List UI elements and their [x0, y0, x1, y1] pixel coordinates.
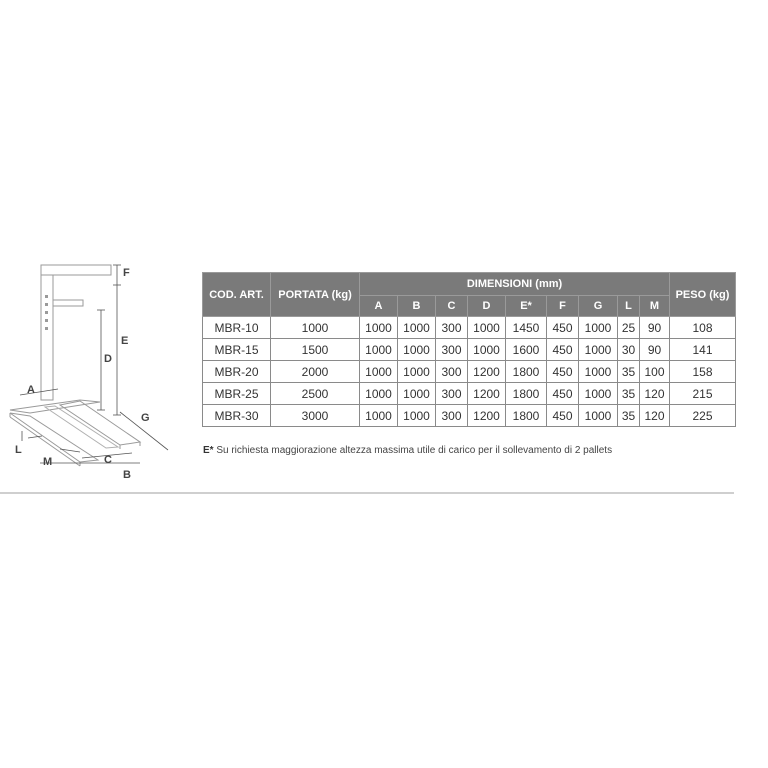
- cell-dim-e: 1800: [506, 405, 547, 427]
- section-divider: [0, 492, 734, 494]
- cell-dim-d: 1200: [468, 383, 506, 405]
- cell-dim-d: 1000: [468, 339, 506, 361]
- label-B: B: [123, 469, 131, 481]
- cell-dim-m: 90: [640, 339, 670, 361]
- cell-portata: 1500: [271, 339, 360, 361]
- table-row: [203, 405, 736, 427]
- cell-cod-art: MBR-20: [203, 361, 271, 383]
- cell-dim-c: 300: [436, 317, 468, 339]
- cell-dim-m: 120: [640, 383, 670, 405]
- cell-dim-b: 1000: [398, 339, 436, 361]
- header-dim-a: A: [360, 296, 398, 317]
- cell-dim-c: 300: [436, 405, 468, 427]
- header-dim-g: G: [579, 296, 618, 317]
- label-C: C: [104, 454, 112, 466]
- cell-dim-l: 35: [618, 361, 640, 383]
- cell-portata: 2000: [271, 361, 360, 383]
- header-dim-m: M: [640, 296, 670, 317]
- label-D: D: [104, 353, 112, 365]
- cell-dim-f: 450: [547, 339, 579, 361]
- fork-dimension-diagram: [0, 255, 200, 490]
- cell-dim-a: 1000: [360, 383, 398, 405]
- cell-cod-art: MBR-10: [203, 317, 271, 339]
- cell-dim-d: 1200: [468, 361, 506, 383]
- cell-dim-a: 1000: [360, 405, 398, 427]
- cell-dim-g: 1000: [579, 383, 618, 405]
- cell-dim-a: 1000: [360, 339, 398, 361]
- cell-dim-c: 300: [436, 383, 468, 405]
- left-fork-tine: [10, 413, 98, 462]
- header-portata: PORTATA (kg): [271, 273, 360, 317]
- vertical-mast: [41, 275, 53, 400]
- label-M: M: [43, 456, 53, 468]
- cell-dim-g: 1000: [579, 339, 618, 361]
- header-dim-d: D: [468, 296, 506, 317]
- cell-peso: 158: [670, 361, 736, 383]
- cell-dim-e: 1450: [506, 317, 547, 339]
- cell-dim-m: 90: [640, 317, 670, 339]
- table-row: [203, 383, 736, 405]
- header-cod-art: COD. ART.: [203, 273, 271, 317]
- right-fork-tine: [60, 401, 140, 445]
- label-G: G: [141, 412, 150, 424]
- cell-dim-a: 1000: [360, 361, 398, 383]
- cell-dim-c: 300: [436, 361, 468, 383]
- cell-dim-f: 450: [547, 405, 579, 427]
- header-dim-c: C: [436, 296, 468, 317]
- cell-dim-l: 30: [618, 339, 640, 361]
- cell-dim-e: 1800: [506, 383, 547, 405]
- cell-dim-b: 1000: [398, 317, 436, 339]
- cell-portata: 1000: [271, 317, 360, 339]
- cell-dim-m: 100: [640, 361, 670, 383]
- header-dim-b: B: [398, 296, 436, 317]
- cell-portata: 3000: [271, 405, 360, 427]
- cell-peso: 141: [670, 339, 736, 361]
- cell-dim-c: 300: [436, 339, 468, 361]
- specifications-table: [202, 272, 736, 427]
- cell-dim-b: 1000: [398, 383, 436, 405]
- cell-dim-m: 120: [640, 405, 670, 427]
- cell-dim-l: 25: [618, 317, 640, 339]
- cell-dim-g: 1000: [579, 361, 618, 383]
- table-row: [203, 339, 736, 361]
- cell-cod-art: MBR-30: [203, 405, 271, 427]
- cell-portata: 2500: [271, 383, 360, 405]
- header-dimensioni: DIMENSIONI (mm): [360, 273, 670, 296]
- cell-dim-e: 1800: [506, 361, 547, 383]
- cell-cod-art: MBR-25: [203, 383, 271, 405]
- footnote-mark: E*: [203, 445, 214, 456]
- table-row: [203, 361, 736, 383]
- footnote: [203, 445, 612, 456]
- cell-dim-f: 450: [547, 361, 579, 383]
- cell-dim-f: 450: [547, 383, 579, 405]
- cell-dim-e: 1600: [506, 339, 547, 361]
- cell-dim-d: 1000: [468, 317, 506, 339]
- header-dim-f: F: [547, 296, 579, 317]
- cell-dim-b: 1000: [398, 361, 436, 383]
- label-L: L: [15, 444, 22, 456]
- cell-cod-art: MBR-15: [203, 339, 271, 361]
- mast-brace: [53, 300, 83, 306]
- cell-peso: 108: [670, 317, 736, 339]
- hook-plate: [41, 265, 111, 275]
- cell-dim-b: 1000: [398, 405, 436, 427]
- cell-dim-f: 450: [547, 317, 579, 339]
- cell-dim-g: 1000: [579, 317, 618, 339]
- cell-dim-l: 35: [618, 383, 640, 405]
- cell-peso: 215: [670, 383, 736, 405]
- header-dim-l: L: [618, 296, 640, 317]
- label-F: F: [123, 267, 130, 279]
- cell-peso: 225: [670, 405, 736, 427]
- table-row: [203, 317, 736, 339]
- header-peso: PESO (kg): [670, 273, 736, 317]
- cell-dim-g: 1000: [579, 405, 618, 427]
- label-A: A: [27, 384, 35, 396]
- cell-dim-d: 1200: [468, 405, 506, 427]
- label-E: E: [121, 335, 129, 347]
- footnote-text: Su richiesta maggiorazione altezza massima utile di carico per il sollevamento di 2 pallets: [213, 445, 613, 456]
- cell-dim-l: 35: [618, 405, 640, 427]
- header-dim-e: E*: [506, 296, 547, 317]
- cell-dim-a: 1000: [360, 317, 398, 339]
